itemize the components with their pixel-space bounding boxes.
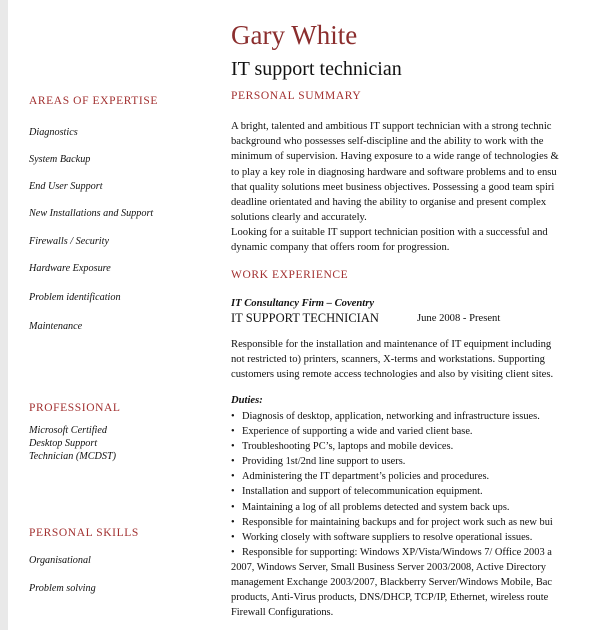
- job-title: IT SUPPORT TECHNICIAN: [231, 311, 379, 325]
- skill-item: Problem solving: [29, 583, 96, 594]
- duty-text: Administering the IT department’s policies and procedures.: [242, 471, 490, 483]
- list-item-continuation: products, Anti-Virus products, DNS/DHCP, TCP/IP, Ethernet, wireless route: [231, 592, 549, 604]
- text-line: deadline orientated and having the ability to organise and present complex: [231, 197, 547, 209]
- job-dates: June 2008 - Present: [417, 313, 501, 324]
- list-item: [231, 454, 553, 469]
- expertise-item: Hardware Exposure: [29, 263, 111, 274]
- expertise-item: Maintenance: [29, 321, 83, 332]
- text-line: to play a key role in diagnosing hardware and software problems and to ensu: [231, 166, 557, 178]
- skill-item: Organisational: [29, 555, 91, 566]
- text-line: background who possesses self-discipline and the ability to work with the: [231, 136, 544, 148]
- bullet-icon: •: [231, 441, 235, 453]
- company-name: IT Consultancy Firm – Coventry: [231, 298, 375, 309]
- text-line: Looking for a suitable IT support technician position with a successful and: [231, 227, 548, 238]
- duty-text: Troubleshooting PC’s, laptops and mobile devices.: [242, 441, 454, 453]
- duty-text: Installation and support of telecommunication equipment.: [242, 486, 483, 498]
- text-line: solutions clearly and accurately.: [231, 212, 367, 224]
- bullet-icon: •: [231, 486, 235, 498]
- list-item: [231, 469, 553, 484]
- expertise-item: Problem identification: [29, 292, 121, 303]
- skills-heading: PERSONAL SKILLS: [29, 527, 139, 539]
- duty-text: Experience of supporting a wide and varied client base.: [242, 426, 473, 438]
- summary-paragraph: [231, 119, 559, 225]
- bullet-icon: •: [231, 516, 235, 528]
- duty-text: Diagnosis of desktop, application, networking and infrastructure issues.: [242, 411, 540, 422]
- list-item-continuation: Firewall Configurations.: [231, 607, 334, 619]
- professional-line: Technician (MCDST): [29, 451, 117, 462]
- list-item: [231, 545, 553, 560]
- professional-line: Microsoft Certified: [29, 425, 108, 436]
- expertise-item: System Backup: [29, 154, 91, 165]
- duties-label: Duties:: [231, 395, 263, 406]
- duty-text: Responsible for supporting: Windows XP/Vista/Windows 7/ Office 2003 a: [242, 546, 552, 558]
- bullet-icon: •: [231, 471, 235, 483]
- expertise-item: New Installations and Support: [29, 208, 154, 219]
- list-item-continuation: management Exchange 2003/2007, Blackberry Server/Windows Mobile, Bac: [231, 577, 553, 589]
- candidate-name: Gary White: [231, 20, 358, 50]
- duty-text: Working closely with software suppliers to resolve operational issues.: [242, 531, 533, 543]
- list-item: [231, 484, 553, 499]
- bullet-icon: •: [231, 546, 235, 558]
- expertise-item: Firewalls / Security: [29, 236, 109, 247]
- candidate-role: IT support technician: [231, 58, 402, 80]
- list-item-continuation: 2007, Windows Server, Small Business Server 2003/2008, Active Directory: [231, 561, 546, 573]
- text-line: customers using remote access technologies and also by visiting client sites.: [231, 369, 554, 381]
- list-item: [231, 530, 553, 545]
- list-item: [231, 500, 553, 515]
- right-column: [231, 0, 600, 630]
- text-line: that quality solutions meet business objectives. Possessing a good team spiri: [231, 181, 555, 193]
- list-item: [231, 439, 553, 454]
- text-line: minimum of supervision. Having exposure to a wide range of technologies &: [231, 151, 559, 163]
- text-line: Responsible for the installation and maintenance of IT equipment including: [231, 339, 552, 350]
- list-item: [231, 409, 553, 424]
- responsibilities-paragraph: [231, 337, 553, 383]
- bullet-icon: •: [231, 411, 235, 422]
- duty-text: Maintaining a log of all problems detected and system back ups.: [242, 501, 510, 513]
- expertise-item: Diagnostics: [29, 127, 78, 138]
- bullet-icon: •: [231, 531, 235, 543]
- professional-heading: PROFESSIONAL: [29, 402, 121, 414]
- expertise-item: End User Support: [29, 181, 103, 192]
- text-line: not restricted to) printers, scanners, X-terms and workstations. Supporting: [231, 354, 545, 366]
- duty-text: Providing 1st/2nd line support to users.: [242, 456, 406, 468]
- bullet-icon: •: [231, 501, 235, 513]
- objective-paragraph: [231, 225, 548, 255]
- professional-line: Desktop Support: [29, 438, 98, 449]
- summary-heading: PERSONAL SUMMARY: [231, 90, 362, 102]
- resume-page: [8, 0, 600, 630]
- expertise-heading: AREAS OF EXPERTISE: [29, 95, 158, 107]
- duty-text: Responsible for maintaining backups and for project work such as new bui: [242, 516, 553, 528]
- bullet-icon: •: [231, 426, 235, 438]
- bullet-icon: •: [231, 456, 235, 468]
- list-item: [231, 424, 553, 439]
- text-line: dynamic company that offers room for progression.: [231, 242, 450, 254]
- text-line: A bright, talented and ambitious IT support technician with a strong technic: [231, 121, 552, 132]
- duties-list: [231, 409, 553, 620]
- list-item: [231, 515, 553, 530]
- experience-heading: WORK EXPERIENCE: [231, 269, 349, 281]
